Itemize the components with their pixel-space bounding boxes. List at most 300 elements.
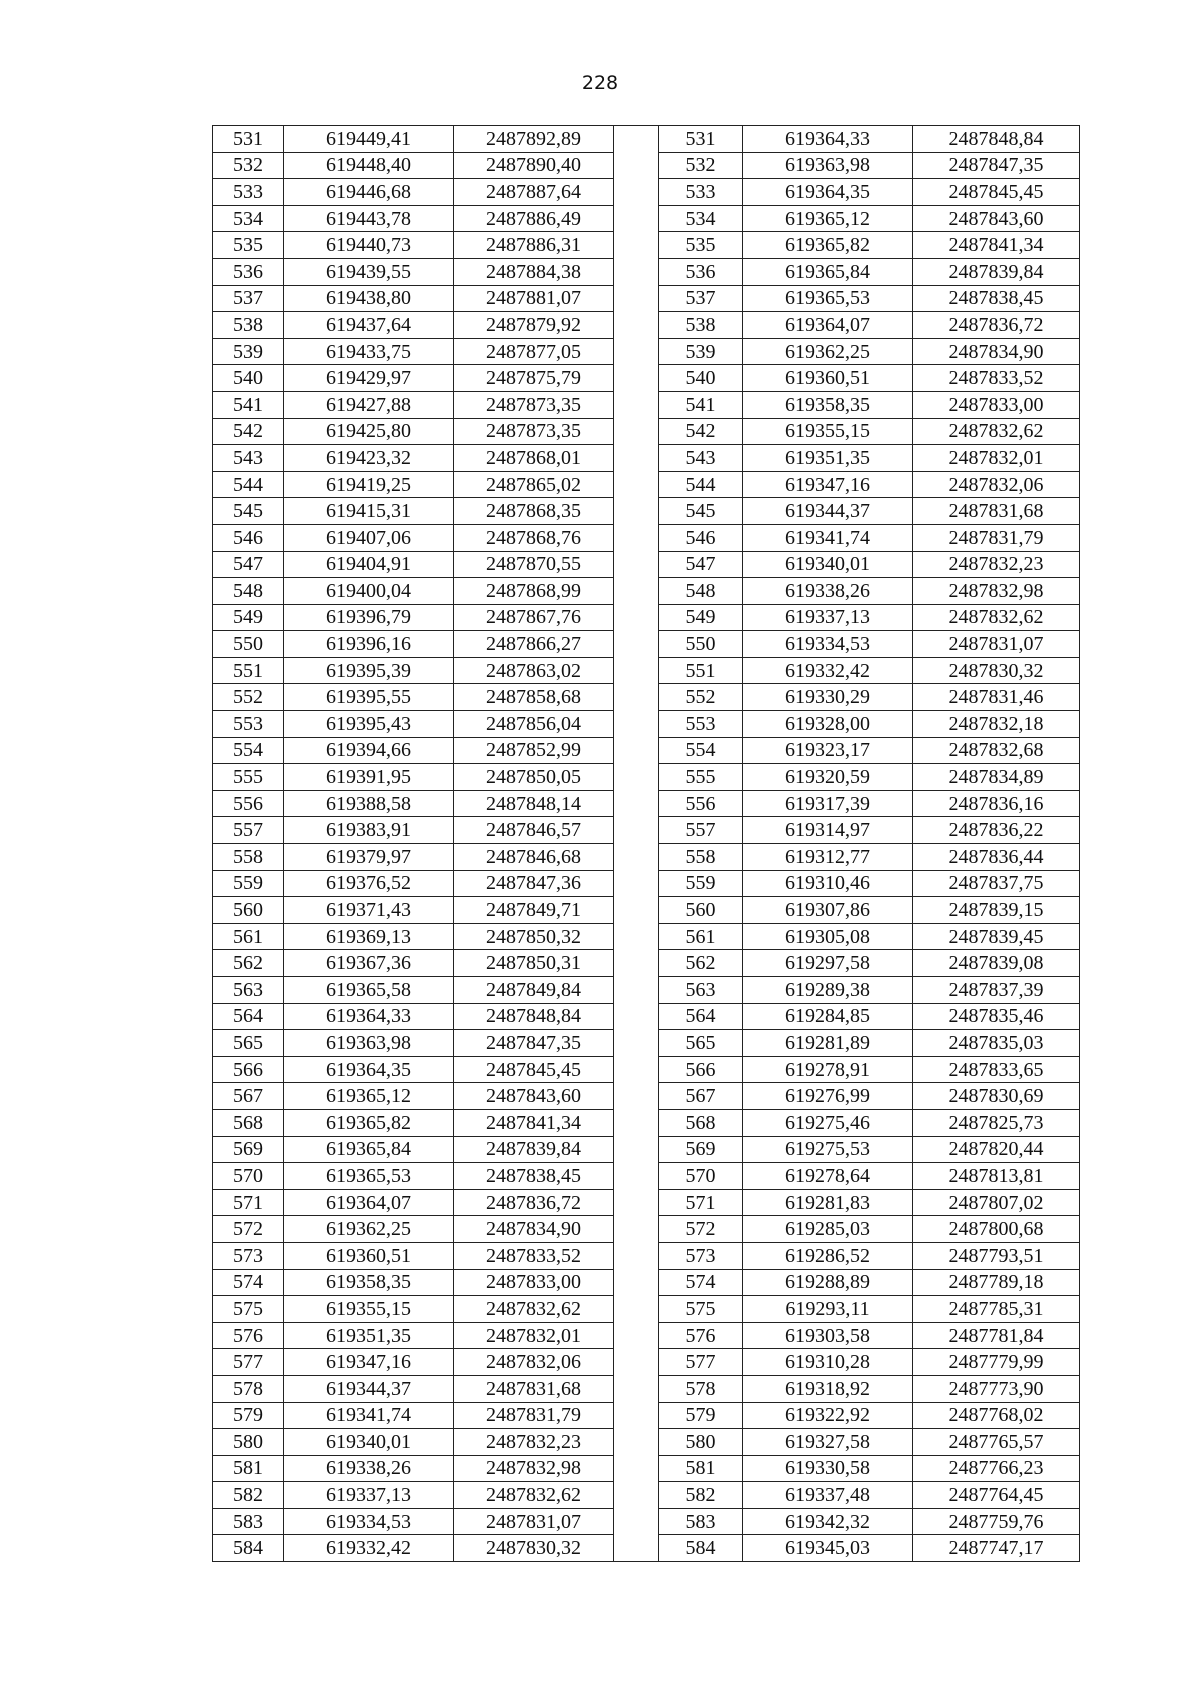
right-point-number-cell: 547 <box>659 551 743 578</box>
column-gap <box>614 950 659 977</box>
right-x-coordinate-cell: 619303,58 <box>743 1322 913 1349</box>
left-y-coordinate-cell: 2487884,38 <box>454 258 614 285</box>
right-x-coordinate-cell: 619327,58 <box>743 1429 913 1456</box>
left-y-coordinate-cell: 2487832,23 <box>454 1429 614 1456</box>
left-y-coordinate-cell: 2487892,89 <box>454 126 614 153</box>
left-x-coordinate-cell: 619367,36 <box>284 950 454 977</box>
table-row <box>213 1030 1080 1057</box>
right-point-number-cell: 536 <box>659 258 743 285</box>
left-y-coordinate-cell: 2487890,40 <box>454 152 614 179</box>
table-row <box>213 391 1080 418</box>
right-point-number-cell: 562 <box>659 950 743 977</box>
table-row <box>213 232 1080 259</box>
table-row <box>213 1083 1080 1110</box>
right-point-number-cell: 563 <box>659 977 743 1004</box>
right-y-coordinate-cell: 2487831,07 <box>913 631 1080 658</box>
column-gap <box>614 365 659 392</box>
right-point-number-cell: 568 <box>659 1109 743 1136</box>
right-point-number-cell: 548 <box>659 578 743 605</box>
table-row <box>213 1535 1080 1562</box>
right-y-coordinate-cell: 2487839,08 <box>913 950 1080 977</box>
left-y-coordinate-cell: 2487833,00 <box>454 1269 614 1296</box>
right-point-number-cell: 553 <box>659 711 743 738</box>
column-gap <box>614 1482 659 1509</box>
right-y-coordinate-cell: 2487789,18 <box>913 1269 1080 1296</box>
left-y-coordinate-cell: 2487868,76 <box>454 524 614 551</box>
left-point-number-cell: 560 <box>213 897 284 924</box>
left-point-number-cell: 551 <box>213 657 284 684</box>
left-y-coordinate-cell: 2487834,90 <box>454 1216 614 1243</box>
left-x-coordinate-cell: 619337,13 <box>284 1482 454 1509</box>
right-point-number-cell: 550 <box>659 631 743 658</box>
column-gap <box>614 817 659 844</box>
left-y-coordinate-cell: 2487870,55 <box>454 551 614 578</box>
table-row <box>213 1109 1080 1136</box>
right-y-coordinate-cell: 2487759,76 <box>913 1508 1080 1535</box>
right-point-number-cell: 544 <box>659 471 743 498</box>
table-row <box>213 205 1080 232</box>
right-x-coordinate-cell: 619345,03 <box>743 1535 913 1562</box>
right-point-number-cell: 569 <box>659 1136 743 1163</box>
right-x-coordinate-cell: 619307,86 <box>743 897 913 924</box>
right-x-coordinate-cell: 619323,17 <box>743 737 913 764</box>
right-y-coordinate-cell: 2487841,34 <box>913 232 1080 259</box>
column-gap <box>614 684 659 711</box>
left-point-number-cell: 542 <box>213 418 284 445</box>
right-point-number-cell: 582 <box>659 1482 743 1509</box>
column-gap <box>614 391 659 418</box>
table-row <box>213 1269 1080 1296</box>
right-x-coordinate-cell: 619362,25 <box>743 338 913 365</box>
table-row <box>213 1322 1080 1349</box>
column-gap <box>614 1269 659 1296</box>
page-number: 228 <box>581 72 619 94</box>
right-y-coordinate-cell: 2487832,23 <box>913 551 1080 578</box>
left-point-number-cell: 544 <box>213 471 284 498</box>
column-gap <box>614 870 659 897</box>
table-row <box>213 551 1080 578</box>
left-y-coordinate-cell: 2487843,60 <box>454 1083 614 1110</box>
column-gap <box>614 1189 659 1216</box>
right-y-coordinate-cell: 2487785,31 <box>913 1296 1080 1323</box>
right-point-number-cell: 565 <box>659 1030 743 1057</box>
left-y-coordinate-cell: 2487850,31 <box>454 950 614 977</box>
right-y-coordinate-cell: 2487836,72 <box>913 312 1080 339</box>
left-point-number-cell: 577 <box>213 1349 284 1376</box>
column-gap <box>614 578 659 605</box>
right-point-number-cell: 574 <box>659 1269 743 1296</box>
left-x-coordinate-cell: 619341,74 <box>284 1402 454 1429</box>
right-x-coordinate-cell: 619344,37 <box>743 498 913 525</box>
right-x-coordinate-cell: 619281,89 <box>743 1030 913 1057</box>
left-x-coordinate-cell: 619429,97 <box>284 365 454 392</box>
left-x-coordinate-cell: 619425,80 <box>284 418 454 445</box>
column-gap <box>614 1056 659 1083</box>
right-y-coordinate-cell: 2487766,23 <box>913 1455 1080 1482</box>
table-row <box>213 923 1080 950</box>
right-point-number-cell: 558 <box>659 844 743 871</box>
right-x-coordinate-cell: 619285,03 <box>743 1216 913 1243</box>
right-point-number-cell: 571 <box>659 1189 743 1216</box>
left-x-coordinate-cell: 619365,53 <box>284 1163 454 1190</box>
left-y-coordinate-cell: 2487850,05 <box>454 764 614 791</box>
right-point-number-cell: 542 <box>659 418 743 445</box>
table-row <box>213 897 1080 924</box>
left-y-coordinate-cell: 2487879,92 <box>454 312 614 339</box>
right-x-coordinate-cell: 619310,46 <box>743 870 913 897</box>
right-point-number-cell: 583 <box>659 1508 743 1535</box>
left-x-coordinate-cell: 619347,16 <box>284 1349 454 1376</box>
left-x-coordinate-cell: 619433,75 <box>284 338 454 365</box>
left-point-number-cell: 583 <box>213 1508 284 1535</box>
right-x-coordinate-cell: 619364,07 <box>743 312 913 339</box>
right-y-coordinate-cell: 2487836,16 <box>913 790 1080 817</box>
column-gap <box>614 790 659 817</box>
right-point-number-cell: 535 <box>659 232 743 259</box>
left-point-number-cell: 578 <box>213 1375 284 1402</box>
right-x-coordinate-cell: 619364,35 <box>743 179 913 206</box>
right-x-coordinate-cell: 619278,91 <box>743 1056 913 1083</box>
right-point-number-cell: 580 <box>659 1429 743 1456</box>
right-y-coordinate-cell: 2487832,68 <box>913 737 1080 764</box>
column-gap <box>614 1455 659 1482</box>
left-point-number-cell: 536 <box>213 258 284 285</box>
right-x-coordinate-cell: 619337,13 <box>743 604 913 631</box>
right-y-coordinate-cell: 2487793,51 <box>913 1242 1080 1269</box>
table-row <box>213 445 1080 472</box>
table-row <box>213 365 1080 392</box>
left-x-coordinate-cell: 619379,97 <box>284 844 454 871</box>
right-x-coordinate-cell: 619275,53 <box>743 1136 913 1163</box>
right-x-coordinate-cell: 619288,89 <box>743 1269 913 1296</box>
column-gap <box>614 551 659 578</box>
table-row <box>213 578 1080 605</box>
right-x-coordinate-cell: 619314,97 <box>743 817 913 844</box>
left-y-coordinate-cell: 2487873,35 <box>454 391 614 418</box>
left-x-coordinate-cell: 619362,25 <box>284 1216 454 1243</box>
right-point-number-cell: 584 <box>659 1535 743 1562</box>
right-y-coordinate-cell: 2487832,06 <box>913 471 1080 498</box>
left-y-coordinate-cell: 2487881,07 <box>454 285 614 312</box>
left-point-number-cell: 568 <box>213 1109 284 1136</box>
left-y-coordinate-cell: 2487887,64 <box>454 179 614 206</box>
right-point-number-cell: 557 <box>659 817 743 844</box>
table-row <box>213 471 1080 498</box>
column-gap <box>614 1429 659 1456</box>
left-x-coordinate-cell: 619388,58 <box>284 790 454 817</box>
right-point-number-cell: 578 <box>659 1375 743 1402</box>
column-gap <box>614 285 659 312</box>
right-point-number-cell: 561 <box>659 923 743 950</box>
right-x-coordinate-cell: 619297,58 <box>743 950 913 977</box>
left-point-number-cell: 570 <box>213 1163 284 1190</box>
right-point-number-cell: 540 <box>659 365 743 392</box>
left-point-number-cell: 532 <box>213 152 284 179</box>
right-x-coordinate-cell: 619351,35 <box>743 445 913 472</box>
table-row <box>213 179 1080 206</box>
left-point-number-cell: 537 <box>213 285 284 312</box>
table-row <box>213 1296 1080 1323</box>
column-gap <box>614 205 659 232</box>
left-x-coordinate-cell: 619334,53 <box>284 1508 454 1535</box>
left-point-number-cell: 565 <box>213 1030 284 1057</box>
table-row <box>213 657 1080 684</box>
left-point-number-cell: 548 <box>213 578 284 605</box>
right-y-coordinate-cell: 2487747,17 <box>913 1535 1080 1562</box>
left-y-coordinate-cell: 2487877,05 <box>454 338 614 365</box>
left-y-coordinate-cell: 2487863,02 <box>454 657 614 684</box>
left-x-coordinate-cell: 619449,41 <box>284 126 454 153</box>
left-x-coordinate-cell: 619419,25 <box>284 471 454 498</box>
left-x-coordinate-cell: 619358,35 <box>284 1269 454 1296</box>
right-y-coordinate-cell: 2487813,81 <box>913 1163 1080 1190</box>
column-gap <box>614 1136 659 1163</box>
right-y-coordinate-cell: 2487839,45 <box>913 923 1080 950</box>
column-gap <box>614 471 659 498</box>
left-x-coordinate-cell: 619360,51 <box>284 1242 454 1269</box>
left-x-coordinate-cell: 619396,16 <box>284 631 454 658</box>
right-y-coordinate-cell: 2487832,18 <box>913 711 1080 738</box>
right-x-coordinate-cell: 619286,52 <box>743 1242 913 1269</box>
right-point-number-cell: 554 <box>659 737 743 764</box>
left-y-coordinate-cell: 2487868,99 <box>454 578 614 605</box>
table-row <box>213 684 1080 711</box>
right-point-number-cell: 573 <box>659 1242 743 1269</box>
left-point-number-cell: 557 <box>213 817 284 844</box>
left-point-number-cell: 584 <box>213 1535 284 1562</box>
right-x-coordinate-cell: 619358,35 <box>743 391 913 418</box>
left-y-coordinate-cell: 2487839,84 <box>454 1136 614 1163</box>
left-x-coordinate-cell: 619427,88 <box>284 391 454 418</box>
table-row <box>213 1375 1080 1402</box>
table-row <box>213 1429 1080 1456</box>
left-point-number-cell: 539 <box>213 338 284 365</box>
table-row <box>213 338 1080 365</box>
left-y-coordinate-cell: 2487838,45 <box>454 1163 614 1190</box>
table-row <box>213 631 1080 658</box>
column-gap <box>614 1535 659 1562</box>
right-point-number-cell: 567 <box>659 1083 743 1110</box>
left-x-coordinate-cell: 619369,13 <box>284 923 454 950</box>
right-point-number-cell: 541 <box>659 391 743 418</box>
right-y-coordinate-cell: 2487837,75 <box>913 870 1080 897</box>
right-point-number-cell: 534 <box>659 205 743 232</box>
left-point-number-cell: 576 <box>213 1322 284 1349</box>
right-y-coordinate-cell: 2487831,68 <box>913 498 1080 525</box>
right-x-coordinate-cell: 619332,42 <box>743 657 913 684</box>
left-x-coordinate-cell: 619376,52 <box>284 870 454 897</box>
right-x-coordinate-cell: 619365,84 <box>743 258 913 285</box>
left-point-number-cell: 555 <box>213 764 284 791</box>
left-x-coordinate-cell: 619364,35 <box>284 1056 454 1083</box>
right-y-coordinate-cell: 2487833,00 <box>913 391 1080 418</box>
left-y-coordinate-cell: 2487848,84 <box>454 1003 614 1030</box>
left-x-coordinate-cell: 619395,43 <box>284 711 454 738</box>
left-x-coordinate-cell: 619365,84 <box>284 1136 454 1163</box>
column-gap <box>614 179 659 206</box>
left-y-coordinate-cell: 2487850,32 <box>454 923 614 950</box>
table-row <box>213 737 1080 764</box>
table-row <box>213 1163 1080 1190</box>
right-point-number-cell: 538 <box>659 312 743 339</box>
left-point-number-cell: 559 <box>213 870 284 897</box>
left-y-coordinate-cell: 2487848,14 <box>454 790 614 817</box>
right-point-number-cell: 581 <box>659 1455 743 1482</box>
left-point-number-cell: 531 <box>213 126 284 153</box>
left-point-number-cell: 571 <box>213 1189 284 1216</box>
right-x-coordinate-cell: 619310,28 <box>743 1349 913 1376</box>
column-gap <box>614 923 659 950</box>
right-x-coordinate-cell: 619342,32 <box>743 1508 913 1535</box>
left-y-coordinate-cell: 2487831,68 <box>454 1375 614 1402</box>
table-row <box>213 312 1080 339</box>
left-y-coordinate-cell: 2487832,62 <box>454 1296 614 1323</box>
left-point-number-cell: 550 <box>213 631 284 658</box>
left-point-number-cell: 556 <box>213 790 284 817</box>
table-row <box>213 1189 1080 1216</box>
left-x-coordinate-cell: 619338,26 <box>284 1455 454 1482</box>
right-y-coordinate-cell: 2487836,22 <box>913 817 1080 844</box>
right-point-number-cell: 551 <box>659 657 743 684</box>
left-point-number-cell: 575 <box>213 1296 284 1323</box>
left-x-coordinate-cell: 619365,12 <box>284 1083 454 1110</box>
column-gap <box>614 1349 659 1376</box>
left-point-number-cell: 561 <box>213 923 284 950</box>
table-row <box>213 950 1080 977</box>
left-point-number-cell: 567 <box>213 1083 284 1110</box>
right-y-coordinate-cell: 2487831,79 <box>913 524 1080 551</box>
left-y-coordinate-cell: 2487852,99 <box>454 737 614 764</box>
right-x-coordinate-cell: 619276,99 <box>743 1083 913 1110</box>
right-x-coordinate-cell: 619365,12 <box>743 205 913 232</box>
left-point-number-cell: 554 <box>213 737 284 764</box>
left-y-coordinate-cell: 2487833,52 <box>454 1242 614 1269</box>
right-x-coordinate-cell: 619338,26 <box>743 578 913 605</box>
left-point-number-cell: 543 <box>213 445 284 472</box>
right-x-coordinate-cell: 619320,59 <box>743 764 913 791</box>
left-point-number-cell: 572 <box>213 1216 284 1243</box>
left-y-coordinate-cell: 2487832,06 <box>454 1349 614 1376</box>
right-y-coordinate-cell: 2487836,44 <box>913 844 1080 871</box>
right-point-number-cell: 564 <box>659 1003 743 1030</box>
right-x-coordinate-cell: 619364,33 <box>743 126 913 153</box>
right-point-number-cell: 579 <box>659 1402 743 1429</box>
left-y-coordinate-cell: 2487868,01 <box>454 445 614 472</box>
right-point-number-cell: 570 <box>659 1163 743 1190</box>
column-gap <box>614 1030 659 1057</box>
right-point-number-cell: 572 <box>659 1216 743 1243</box>
left-y-coordinate-cell: 2487849,71 <box>454 897 614 924</box>
left-point-number-cell: 580 <box>213 1429 284 1456</box>
table-row <box>213 498 1080 525</box>
table-row <box>213 418 1080 445</box>
right-y-coordinate-cell: 2487847,35 <box>913 152 1080 179</box>
left-y-coordinate-cell: 2487832,62 <box>454 1482 614 1509</box>
table-row <box>213 126 1080 153</box>
table-row <box>213 1003 1080 1030</box>
column-gap <box>614 737 659 764</box>
left-y-coordinate-cell: 2487886,49 <box>454 205 614 232</box>
left-x-coordinate-cell: 619371,43 <box>284 897 454 924</box>
right-y-coordinate-cell: 2487800,68 <box>913 1216 1080 1243</box>
left-y-coordinate-cell: 2487831,79 <box>454 1402 614 1429</box>
right-x-coordinate-cell: 619337,48 <box>743 1482 913 1509</box>
left-point-number-cell: 563 <box>213 977 284 1004</box>
right-y-coordinate-cell: 2487837,39 <box>913 977 1080 1004</box>
left-x-coordinate-cell: 619443,78 <box>284 205 454 232</box>
left-point-number-cell: 540 <box>213 365 284 392</box>
left-y-coordinate-cell: 2487830,32 <box>454 1535 614 1562</box>
right-y-coordinate-cell: 2487765,57 <box>913 1429 1080 1456</box>
column-gap <box>614 711 659 738</box>
right-point-number-cell: 533 <box>659 179 743 206</box>
left-y-coordinate-cell: 2487836,72 <box>454 1189 614 1216</box>
column-gap <box>614 1109 659 1136</box>
right-point-number-cell: 531 <box>659 126 743 153</box>
left-y-coordinate-cell: 2487832,98 <box>454 1455 614 1482</box>
left-y-coordinate-cell: 2487867,76 <box>454 604 614 631</box>
right-x-coordinate-cell: 619278,64 <box>743 1163 913 1190</box>
right-y-coordinate-cell: 2487834,89 <box>913 764 1080 791</box>
left-x-coordinate-cell: 619407,06 <box>284 524 454 551</box>
left-y-coordinate-cell: 2487873,35 <box>454 418 614 445</box>
left-x-coordinate-cell: 619395,39 <box>284 657 454 684</box>
left-x-coordinate-cell: 619391,95 <box>284 764 454 791</box>
left-x-coordinate-cell: 619440,73 <box>284 232 454 259</box>
column-gap <box>614 1242 659 1269</box>
table-row <box>213 152 1080 179</box>
right-x-coordinate-cell: 619334,53 <box>743 631 913 658</box>
left-x-coordinate-cell: 619439,55 <box>284 258 454 285</box>
column-gap <box>614 1375 659 1402</box>
left-point-number-cell: 579 <box>213 1402 284 1429</box>
table-row <box>213 285 1080 312</box>
left-x-coordinate-cell: 619365,58 <box>284 977 454 1004</box>
right-y-coordinate-cell: 2487839,15 <box>913 897 1080 924</box>
right-y-coordinate-cell: 2487833,52 <box>913 365 1080 392</box>
left-point-number-cell: 573 <box>213 1242 284 1269</box>
column-gap <box>614 524 659 551</box>
column-gap <box>614 657 659 684</box>
right-x-coordinate-cell: 619322,92 <box>743 1402 913 1429</box>
column-gap <box>614 604 659 631</box>
table-row <box>213 258 1080 285</box>
table-row <box>213 790 1080 817</box>
left-y-coordinate-cell: 2487865,02 <box>454 471 614 498</box>
left-x-coordinate-cell: 619448,40 <box>284 152 454 179</box>
right-y-coordinate-cell: 2487845,45 <box>913 179 1080 206</box>
right-y-coordinate-cell: 2487779,99 <box>913 1349 1080 1376</box>
left-y-coordinate-cell: 2487845,45 <box>454 1056 614 1083</box>
right-x-coordinate-cell: 619275,46 <box>743 1109 913 1136</box>
right-y-coordinate-cell: 2487839,84 <box>913 258 1080 285</box>
column-gap <box>614 1508 659 1535</box>
right-x-coordinate-cell: 619305,08 <box>743 923 913 950</box>
left-y-coordinate-cell: 2487858,68 <box>454 684 614 711</box>
left-point-number-cell: 564 <box>213 1003 284 1030</box>
table-row <box>213 844 1080 871</box>
left-y-coordinate-cell: 2487849,84 <box>454 977 614 1004</box>
right-x-coordinate-cell: 619341,74 <box>743 524 913 551</box>
left-point-number-cell: 581 <box>213 1455 284 1482</box>
right-y-coordinate-cell: 2487838,45 <box>913 285 1080 312</box>
left-point-number-cell: 582 <box>213 1482 284 1509</box>
left-point-number-cell: 533 <box>213 179 284 206</box>
column-gap <box>614 126 659 153</box>
right-point-number-cell: 575 <box>659 1296 743 1323</box>
left-x-coordinate-cell: 619355,15 <box>284 1296 454 1323</box>
right-x-coordinate-cell: 619365,82 <box>743 232 913 259</box>
